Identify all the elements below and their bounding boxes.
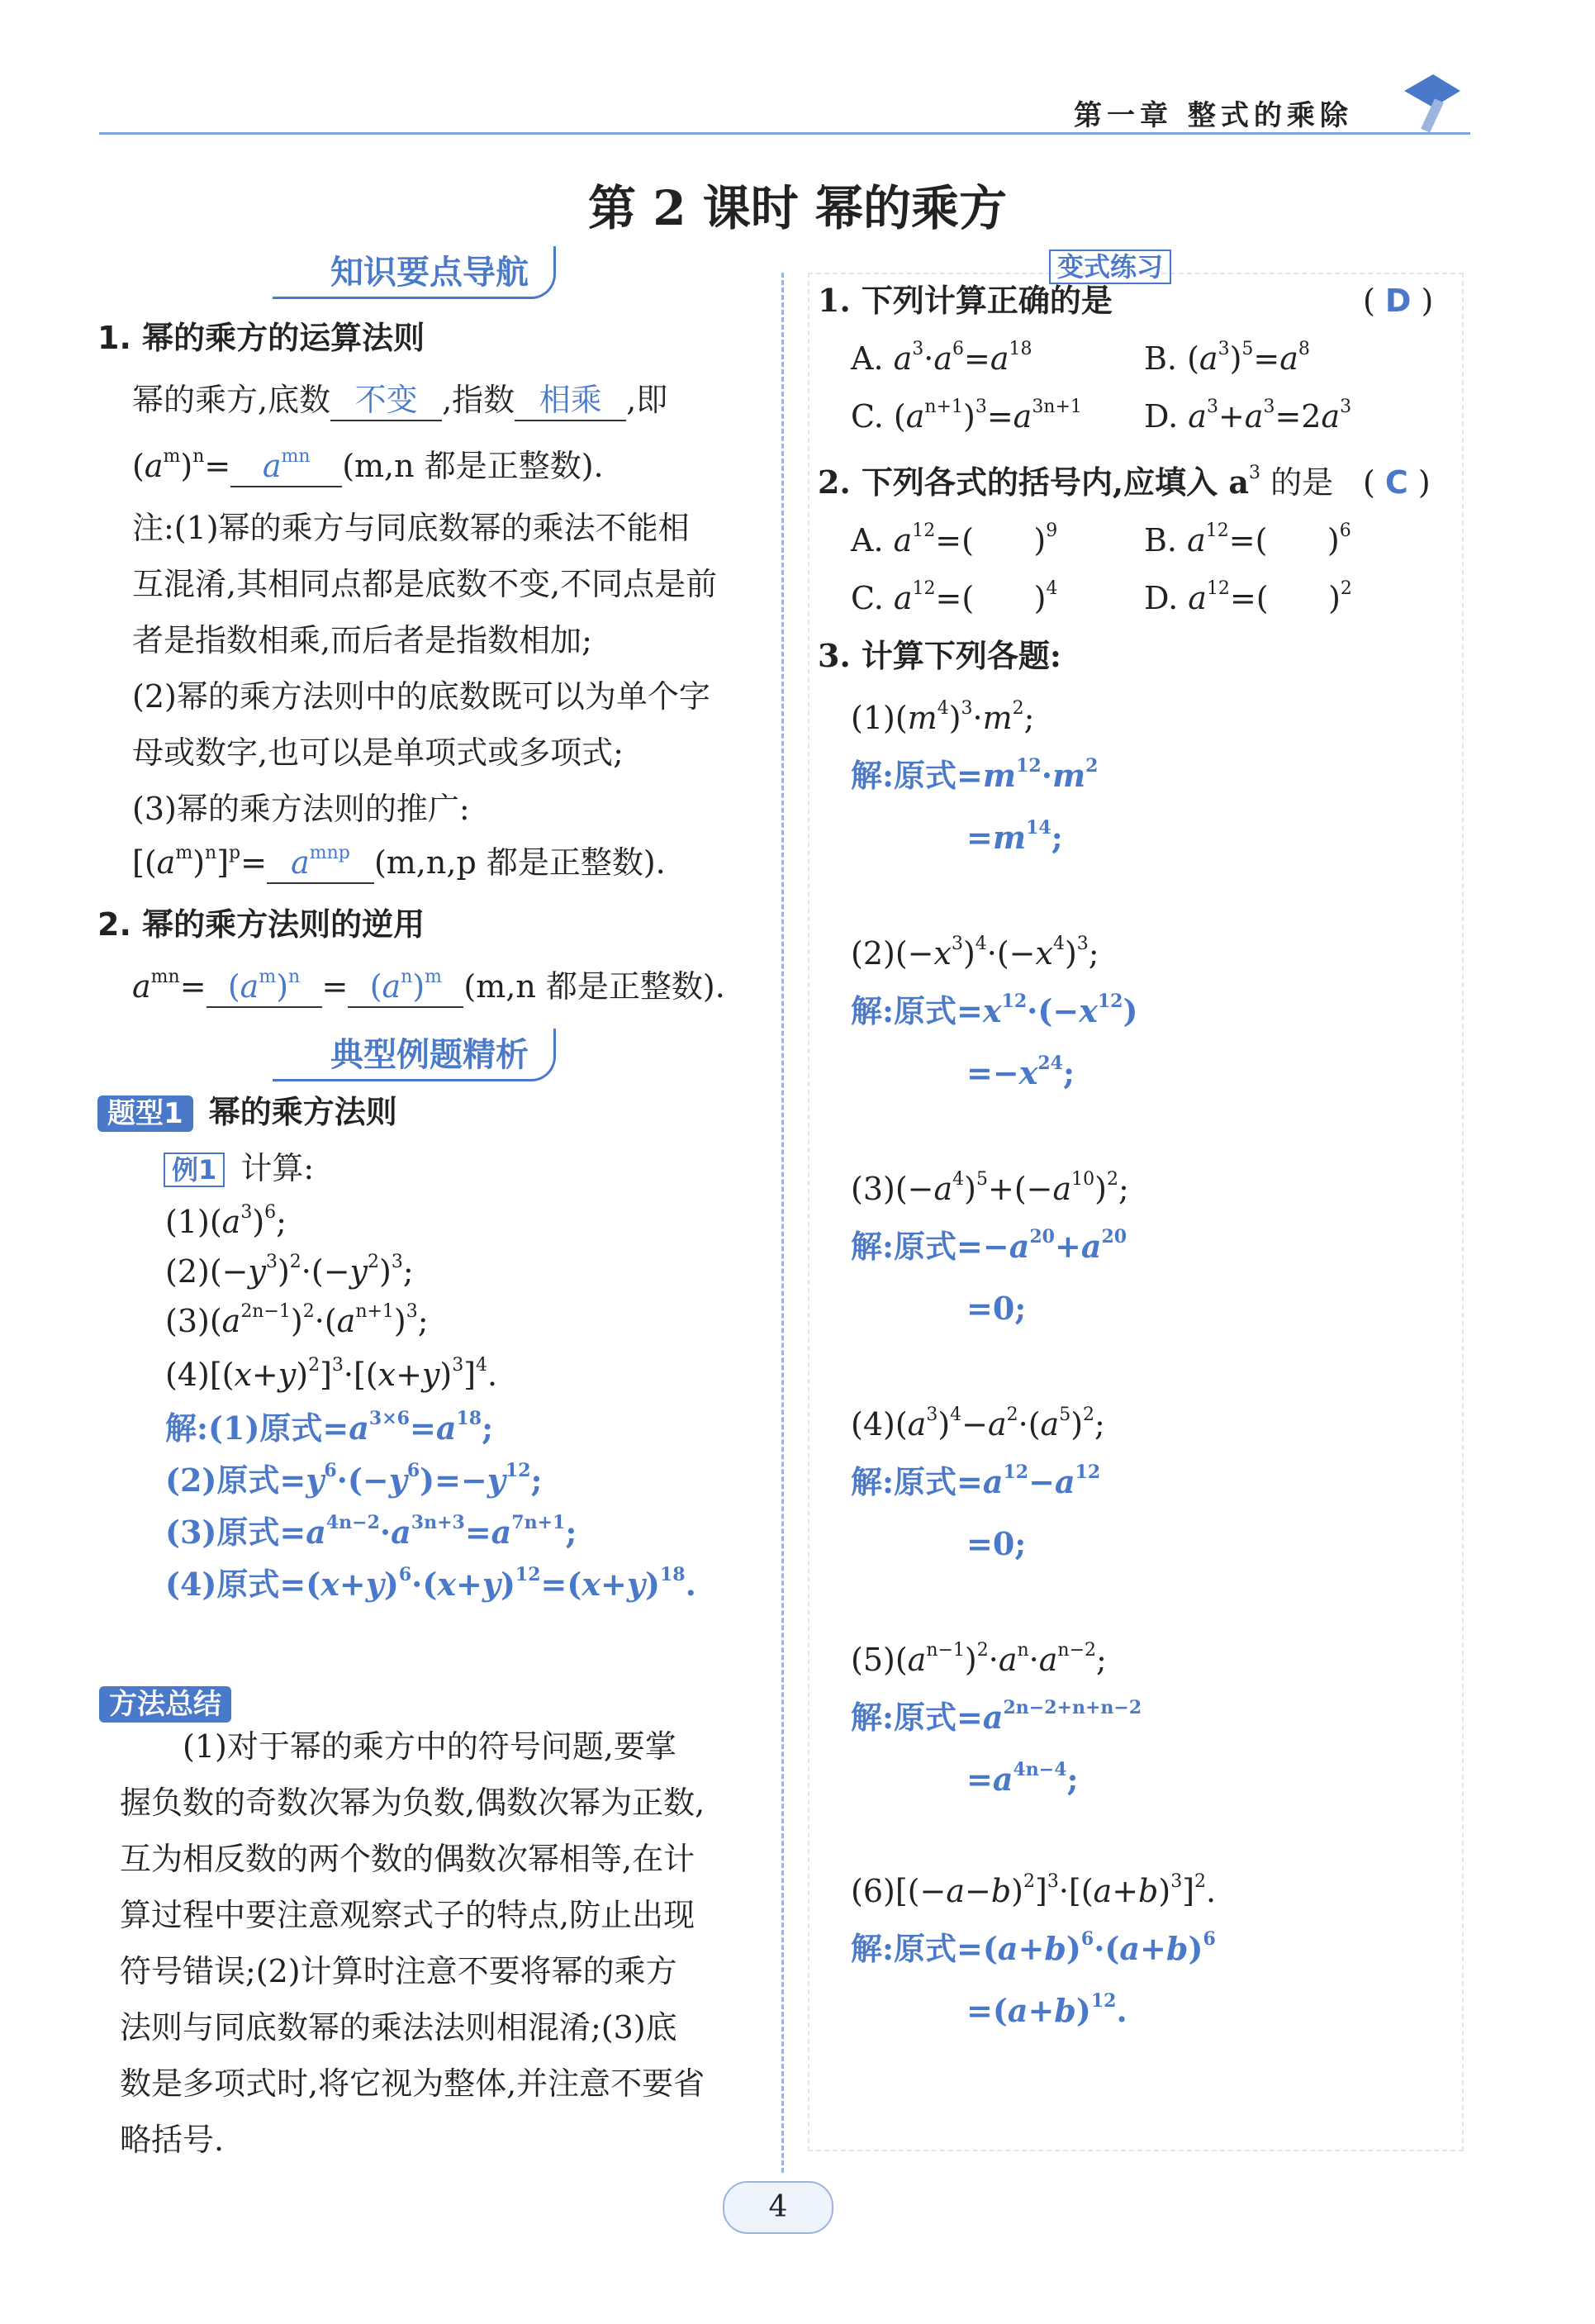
- gen-tail: (m,n,p 都是正整数).: [373, 844, 666, 881]
- rule1-text-c: ,即: [626, 382, 668, 418]
- type-title: 幂的乘方法则: [208, 1094, 397, 1130]
- q1-option-b: B. $(a^3)^5=a^8$: [1144, 339, 1310, 377]
- q1-stem: [818, 281, 1113, 321]
- method-line: 符号错误;(2)计算时注意不要将幂的乘方: [120, 1953, 677, 1989]
- q1-option-a: A. $a^3\cdot a^6=a^{18}$: [851, 339, 1032, 377]
- rule1-answer-base: a: [262, 448, 282, 484]
- rule2-formula: $a^{mn}= (a^m)^n = (a^n)^m$ (m,n 都是正整数).: [132, 967, 725, 1008]
- rule1-text-a: 幂的乘方,底数: [132, 382, 331, 418]
- type1-row: [97, 1091, 397, 1132]
- method-line: 略括号.: [120, 2122, 225, 2158]
- q3-result-6: $=(a+b)^{12}$.: [966, 1990, 1127, 2029]
- note-line: (2)幂的乘方法则中的底数既可以为单个字: [132, 678, 710, 715]
- example-solution-3: (3)原式$=a^{4n-2}\cdot a^{3n+3}=a^{7n+1}$;: [165, 1512, 577, 1551]
- q3-solution-6: 解:原式$=(a+b)^6\cdot(a+b)^6$: [851, 1928, 1216, 1967]
- solution-prefix: 解:原式=: [851, 757, 983, 794]
- q3-item-6: $(6)[(-a-b)^2]^3\cdot[(a+b)^3]^2$.: [851, 1871, 1217, 1909]
- q3-solution-5: 解:原式$=a^{2n-2+n+n-2}$: [851, 1697, 1142, 1736]
- rule1-line: [132, 380, 667, 421]
- pencil-cap-icon: [1396, 66, 1462, 140]
- chapter-title: 第一章 整式的乘除: [1074, 99, 1353, 132]
- method-summary-tag: [99, 1681, 231, 1722]
- q3-solution-2: 解:原式$=x^{12}\cdot(-x^{12})$: [851, 991, 1138, 1029]
- q2-option-d: D. $a^{12}=$( )$^2$: [1144, 578, 1352, 616]
- q3-item-1: $(1)(m^4)^3\cdot m^2$;: [851, 698, 1035, 736]
- example1-row: [164, 1148, 314, 1188]
- q3-result-3: =0;: [966, 1290, 1027, 1327]
- method-line: 数是多项式时,将它视为整体,并注意不要省: [120, 2065, 705, 2102]
- solution-prefix: 解:原式=: [851, 1228, 983, 1265]
- type-tag: 题型1: [97, 1095, 193, 1132]
- q1-option-c: C. $(a^{n+1})^3=a^{3n+1}$: [851, 397, 1082, 435]
- rule1-blank-base: 不变: [330, 380, 442, 421]
- section-examples-banner: 典型例题精析: [273, 1029, 556, 1081]
- example-solution-1: 解:(1)原式$=a^{3\times 6}=a^{18}$;: [165, 1408, 494, 1447]
- method-line: 法则与同底数幂的乘法法则相混淆;(3)底: [120, 2009, 677, 2046]
- q3-solution-1: 解:原式$=m^{12}\cdot m^2$: [851, 755, 1099, 794]
- solution-prefix: 解:原式=: [851, 1930, 983, 1967]
- method-line: 互为相反数的两个数的偶数次幂相等,在计: [120, 1841, 695, 1877]
- section-knowledge-banner: 知识要点导航: [273, 246, 556, 299]
- q2-stem: 2. 下列各式的括号内,应填入 $a^3$ 的是: [818, 463, 1334, 501]
- note-line: 互混淆,其相同点都是底数不变,不同点是前: [132, 566, 718, 602]
- q2-answer: C: [1384, 464, 1408, 501]
- generalized-formula: $[(a^m)^n]^p= a^{mnp}$ (m,n,p 都是正整数).: [132, 843, 666, 884]
- rule1-blank-exp: 相乘: [515, 380, 626, 421]
- method-tag: 方法总结: [99, 1686, 231, 1723]
- example-solution-2: (2)原式$=y^6\cdot(-y^6)=-y^{12}$;: [165, 1460, 543, 1499]
- q2-answer-box: ( C ): [1363, 464, 1431, 501]
- q3-item-3: $(3)(-a^4)^5+(-a^{10})^2$;: [851, 1169, 1129, 1207]
- method-line: 算过程中要注意观察式子的特点,防止出现: [120, 1897, 695, 1933]
- q3-item-4: $(4)(a^3)^4-a^2\cdot(a^5)^2$;: [851, 1404, 1105, 1442]
- q2-text: 2. 下列各式的括号内,应填入 a: [818, 463, 1249, 501]
- q2-option-c: C. $a^{12}=$( )$^4$: [851, 578, 1058, 616]
- note-line: (3)幂的乘方法则的推广:: [132, 791, 470, 827]
- example-item-1: $(1)(a^3)^6$;: [165, 1202, 287, 1240]
- q2-option-a: A. $a^{12}=$( )$^9$: [851, 520, 1058, 558]
- rule1-formula: $(a^m)^n= a^{mn}$ (m,n 都是正整数).: [132, 446, 604, 487]
- note-line: 注:(1)幂的乘方与同底数幂的乘法不能相: [132, 510, 690, 546]
- q3-item-2: $(2)(-x^3)^4\cdot(-x^4)^3$;: [851, 934, 1099, 972]
- practice-tag: 变式练习: [1049, 250, 1171, 284]
- q3-stem: 3. 计算下列各题:: [818, 637, 1061, 674]
- q3-item-5: $(5)(a^{n-1})^2\cdot a^n\cdot a^{n-2}$;: [851, 1640, 1107, 1678]
- q2-option-b: B. $a^{12}=$( )$^6$: [1144, 520, 1351, 558]
- q3-result-2: $=-x^{24}$;: [966, 1053, 1075, 1091]
- method-line: (1)对于幂的乘方中的符号问题,要掌: [183, 1728, 676, 1765]
- example-item-2: $(2)(-y^3)^2\cdot(-y^2)^3$;: [165, 1252, 414, 1290]
- q3-result-4: =0;: [966, 1525, 1027, 1562]
- q1-answer-box: ( D ): [1363, 283, 1434, 319]
- rule2-heading: 2. 幂的乘方法则的逆用: [97, 906, 425, 943]
- example-tag: 例1: [164, 1152, 225, 1187]
- practice-tag-wrap: [1049, 246, 1171, 284]
- page-number: 4: [723, 2181, 833, 2234]
- note-line: 者是指数相乘,而后者是指数相加;: [132, 622, 592, 658]
- q1-text: 1. 下列计算正确的是: [818, 282, 1113, 319]
- rule1-heading: 1. 幂的乘方的运算法则: [97, 320, 425, 356]
- solution-prefix: 解:原式=: [851, 1699, 983, 1736]
- note-line: 母或数字,也可以是单项式或多项式;: [132, 734, 624, 771]
- rule1-answer-exp: mn: [281, 446, 311, 467]
- note-block: [132, 500, 760, 837]
- method-summary-block: [120, 1718, 756, 2168]
- rule2-tail: (m,n 都是正整数).: [463, 968, 725, 1005]
- solution-prefix: 解:原式=: [851, 1463, 983, 1500]
- q1-option-d: D. $a^3+a^3=2a^3$: [1144, 397, 1352, 435]
- lesson-title: 第 2 课时 幂的乘方: [588, 180, 1007, 236]
- example-item-3: $(3)(a^{2n-1})^2\cdot(a^{n+1})^3$;: [165, 1301, 429, 1339]
- solution-prefix: 解:原式=: [851, 992, 983, 1029]
- example-prompt: 计算:: [240, 1150, 315, 1186]
- q1-answer: D: [1384, 283, 1412, 319]
- q3-solution-4: 解:原式$=a^{12}-a^{12}$: [851, 1461, 1101, 1500]
- q2-tail: 的是: [1260, 464, 1334, 501]
- rule1-formula-tail: (m,n 都是正整数).: [342, 448, 604, 484]
- method-line: 握负数的奇数次幂为负数,偶数次幂为正数,: [120, 1785, 705, 1821]
- example-solution-4: (4)原式$=(x+y)^6\cdot(x+y)^{12}=(x+y)^{18}$.: [165, 1564, 696, 1603]
- rule1-text-b: ,指数: [442, 382, 515, 418]
- column-divider: [781, 273, 784, 2173]
- gen-answer-exp: mnp: [309, 843, 350, 863]
- q3-solution-3: 解:原式$=-a^{20}+a^{20}$: [851, 1226, 1127, 1265]
- q3-result-5: $=a^{4n-4}$;: [966, 1759, 1079, 1798]
- q3-result-1: $=m^{14}$;: [966, 817, 1063, 856]
- example-item-4: $(4)[(x+y)^2]^3\cdot[(x+y)^3]^4$.: [165, 1355, 498, 1393]
